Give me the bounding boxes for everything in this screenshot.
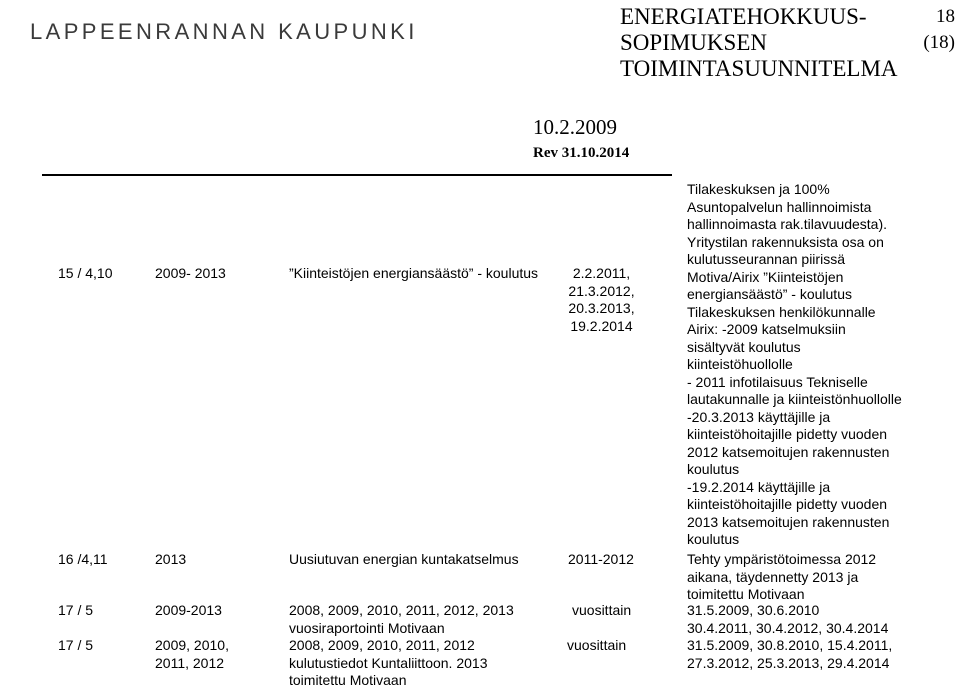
note-line: toimitettu Motivaan [687,586,805,602]
current-page: 18 [936,6,955,27]
document-date: 10.2.2009 [533,115,617,139]
note-line: Tilakeskuksen ja 100% [687,181,830,197]
row-action: Uusiutuvan energian kuntakatselmus [289,551,519,567]
row-id: 17 / 5 [58,637,94,653]
note-line: 31.5.2009, 30.8.2010, 15.4.2011, [687,637,893,653]
page-number [923,4,955,56]
date-line: 19.2.2014 [570,317,633,334]
document-title-line: SOPIMUKSEN [620,30,767,55]
row-id: 17 / 5 [58,602,94,618]
note-line: Airix: -2009 katselmuksiin [687,321,846,337]
revision-date: Rev 31.10.2014 [533,145,630,161]
action-line: toimitettu Motivaan [289,672,407,688]
note-line: kiinteistöhoitajille pidetty vuoden [687,496,888,512]
date-line: 2.2.2011, [572,265,631,281]
note-line: Asuntopalvelun hallinnoimista [687,198,872,215]
note-line: 27.3.2012, 25.3.2013, 29.4.2014 [687,654,890,671]
note-line: lautakunnalle ja kiinteistönhuollolle [687,391,902,407]
row-notes [687,181,902,549]
note-line: koulutus [687,531,740,547]
action-line: vuosiraportointi Motivaan [289,619,445,636]
note-line: -19.2.2014 käyttäjille ja [687,478,831,495]
note-line: 31.5.2009, 30.6.2010 [687,602,820,618]
row-period: 2013 [155,551,187,567]
row-schedule: vuosittain [572,602,632,618]
note-line: Motiva/Airix ”Kiinteistöjen [687,268,844,285]
row-dates [555,265,648,335]
row-id: 16 /4,11 [58,551,108,567]
note-line: hallinnoimasta rak.tilavuudesta). [687,216,887,232]
organization-logo: LAPPEENRANNAN KAUPUNKI [30,19,418,44]
row-action [289,602,514,637]
row-action: ”Kiinteistöjen energiansäästö” - koulutus [289,265,539,281]
note-line: kiinteistöhuollolle [687,356,793,372]
note-line: - 2011 infotilaisuus Tekniselle [687,373,868,390]
period-line: 2011, 2012 [155,654,225,671]
note-line: 30.4.2011, 30.4.2012, 30.4.2014 [687,619,889,636]
note-line: Yritystilan rakennuksista osa on [687,233,884,250]
row-schedule: 2011-2012 [568,551,634,567]
note-line: -20.3.2013 käyttäjille ja [687,408,831,425]
note-line: sisältyvät koulutus [687,338,801,355]
action-line: kulutustiedot Kuntaliittoon. 2013 [289,654,488,671]
note-line: energiansäästö” - koulutus [687,286,852,302]
row-period [155,637,229,672]
document-title-line: ENERGIATEHOKKUUS- [620,4,867,29]
row-id: 15 / 4,10 [58,265,113,281]
row-action [289,637,487,690]
note-line: koulutus [687,461,740,477]
row-schedule: vuosittain [567,637,627,653]
table-top-rule [42,174,672,176]
action-line: 2008, 2009, 2010, 2011, 2012, 2013 [289,602,514,618]
note-line: kiinteistöhoitajille pidetty vuoden [687,426,888,442]
action-line: 2008, 2009, 2010, 2011, 2012 [289,637,475,653]
period-line: 2009, 2010, [155,637,229,653]
document-title-line: TOIMINTASUUNNITELMA [620,56,898,81]
row-notes [687,602,888,637]
date-line: 20.3.2013, [568,300,635,316]
row-period: 2009- 2013 [155,265,226,281]
note-line: Tilakeskuksen henkilökunnalle [687,303,876,320]
row-notes [687,637,892,672]
note-line: Tehty ympäristötoimessa 2012 [687,551,877,567]
note-line: 2013 katsemoitujen rakennusten [687,513,890,530]
total-pages: (18) [923,32,955,53]
note-line: aikana, täydennetty 2013 ja [687,568,859,585]
note-line: kulutusseurannan piirissä [687,251,845,267]
note-line: 2012 katsemoitujen rakennusten [687,443,890,460]
document-title [620,4,898,82]
row-period: 2009-2013 [155,602,222,618]
row-notes [687,551,876,604]
date-line: 21.3.2012, [568,282,635,299]
